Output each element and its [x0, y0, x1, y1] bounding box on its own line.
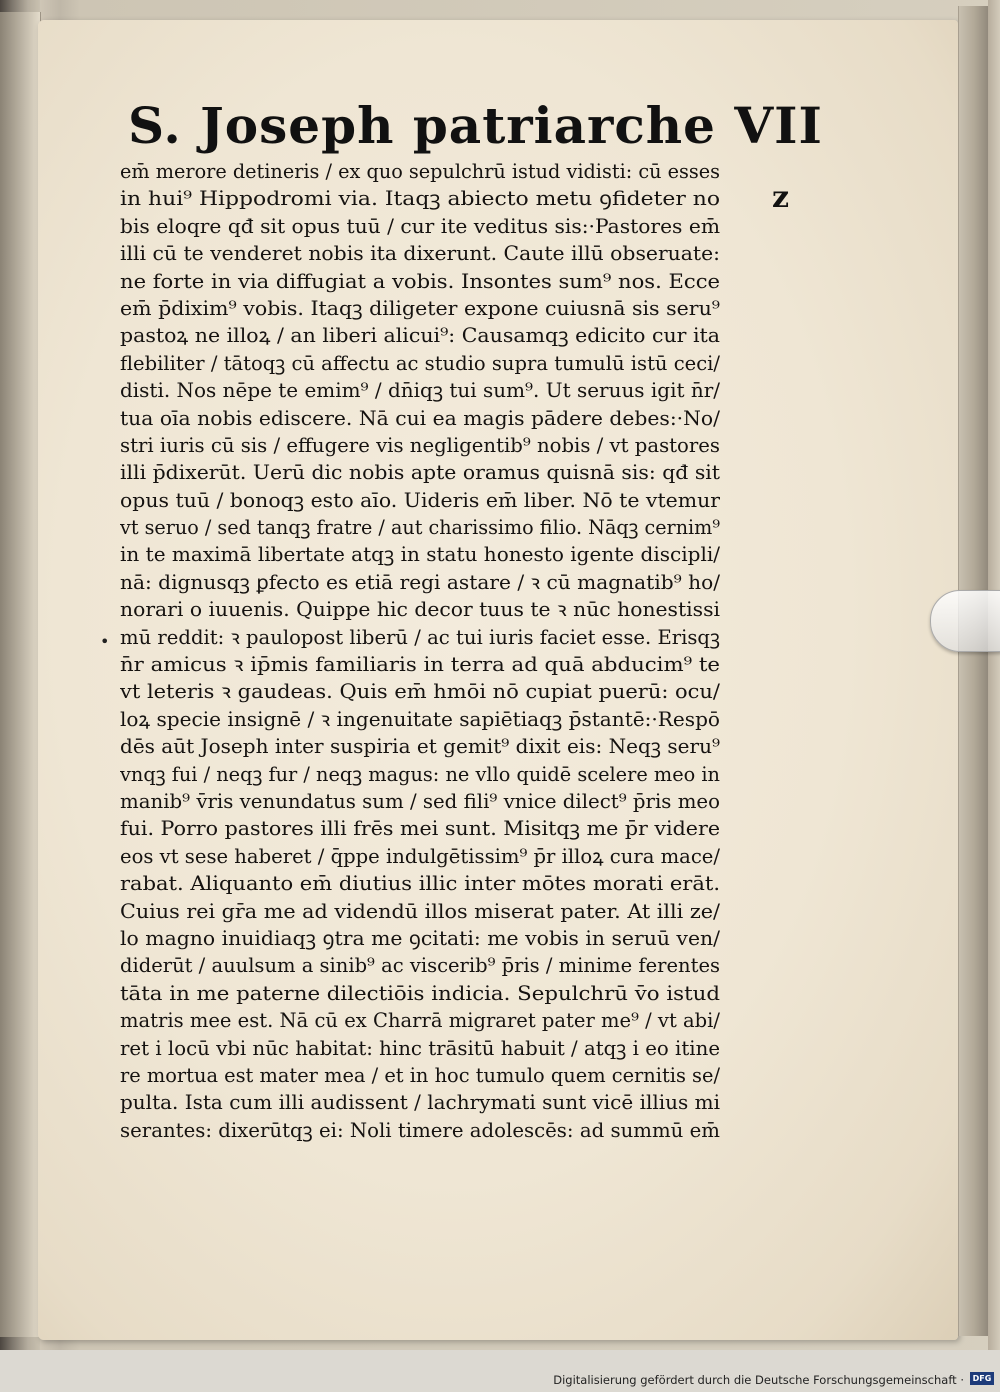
- text-line: stri iuris cū sis / effugere vis negligentib⁹ nobis / vt pastores: [120, 433, 720, 457]
- dfg-logo: DFG: [970, 1372, 994, 1385]
- text-line: dēs aūt Joseph inter suspiria et gemit⁹ dixit eis: Neqꝫ seru⁹: [120, 735, 720, 759]
- text-line: in te maximā libertate atqꝫ in statu honesto igente discipli/: [120, 543, 720, 567]
- text-line: diderūt / auulsum a sinib⁹ ac viscerib⁹ p̄ris / minime ferentes: [120, 954, 720, 978]
- text-line: vt seruo / sed tanqꝫ fratre / aut charissimo filio. Nāqꝫ cernim⁹: [120, 516, 720, 540]
- text-line: eos vt sese haberet / q̄ppe indulgētissim⁹ p̄r illoꝝ cura mace/: [120, 844, 720, 868]
- text-line: tua oīa nobis ediscere. Nā cui ea magis pādere debes:·No/: [120, 406, 720, 430]
- text-line: norari o iuuenis. Quippe hic decor tuus te ꝛ nūc honestissi: [120, 598, 720, 622]
- text-line: em̄ merore detineris / ex quo sepulchrū istud vidisti: cū esses: [120, 160, 720, 183]
- text-line: vt leteris ꝛ gaudeas. Quis em̄ hmōi nō cupiat puerū: ocu/: [120, 680, 720, 704]
- text-line: illi cū te venderet nobis ita dixerunt. Caute illū obseruate:: [120, 242, 720, 266]
- text-line: ret i locū vbi nūc habitat: hinc trāsitū habuit / atqꝫ i eo itine: [120, 1036, 720, 1060]
- footer-credit: Digitalisierung gefördert durch die Deutsche Forschungsgemeinschaft ·: [553, 1373, 964, 1387]
- text-line: rabat. Aliquanto em̄ diutius illic inter mōtes morati erāt.: [120, 872, 720, 896]
- text-line: nā: dignusqꝫ ꝑfecto es etiā regi astare / ꝛ cū magnatib⁹ ho/: [120, 570, 720, 594]
- text-line: matris mee est. Nā cū ex Charrā migraret pater me⁹ / vt abi/: [120, 1009, 720, 1033]
- page-clip: [930, 590, 1000, 652]
- text-line: in hui⁹ Hippodromi via. Itaqꝫ abiecto metu ꝯfideter no: [120, 187, 720, 211]
- text-line: fui. Porro pastores illi frēs mei sunt. Misitqꝫ me p̄r videre: [120, 817, 720, 841]
- text-line: tāta in me paterne dilectiōis indicia. Sepulchrū v̄o istud: [120, 981, 720, 1005]
- text-line: vnqꝫ fui / neqꝫ fur / neqꝫ magus: ne vllo quidē scelere meo in: [120, 762, 720, 786]
- text-line: illi p̄dixerūt. Uerū dic nobis apte oramus quisnā sis: qđ sit: [120, 461, 720, 485]
- cover-edge: [988, 0, 1000, 1350]
- margin-mark: •: [100, 632, 110, 651]
- text-line: serantes: dixerūtqꝫ ei: Noli timere adolescēs: ad summū em̄: [120, 1118, 720, 1142]
- text-line: manib⁹ v̄ris venundatus sum / sed fili⁹ vnice dilect⁹ p̄ris meo: [120, 789, 720, 813]
- text-line: ne forte in via diffugiat a vobis. Insontes sum⁹ nos. Ecce: [120, 269, 720, 293]
- text-line: loꝝ specie insignē / ꝛ ingenuitate sapiētiaqꝫ p̄stantē:·Respō: [120, 707, 720, 731]
- body-text: [120, 158, 720, 1144]
- page-edges: [958, 6, 989, 1336]
- text-line: flebiliter / tātoqꝫ cū affectu ac studio supra tumulū istū ceci/: [120, 351, 720, 375]
- running-heading: S. Joseph patriarche VII: [128, 96, 823, 155]
- facing-page-edge: [0, 12, 41, 1337]
- text-line: pastoꝝ ne illoꝝ / an liberi alicui⁹: Causamqꝫ edicito cur ita: [120, 324, 720, 348]
- text-line: bis eloqre qđ sit opus tuū / cur ite veditus sis:·Pastores em̄: [120, 214, 720, 238]
- signature-mark: z: [772, 180, 790, 215]
- text-line: Cuius rei gr̄a me ad videndū illos miserat pater. At illi ze/: [120, 899, 720, 923]
- text-line: disti. Nos nēpe te emim⁹ / dn̄iqꝫ tui sum⁹. Ut seruus igit n̄r/: [120, 379, 720, 403]
- text-line: lo magno inuidiaqꝫ ꝯtra me ꝯcitati: me vobis in seruū ven/: [120, 926, 720, 950]
- text-line: re mortua est mater mea / et in hoc tumulo quem cernitis se/: [120, 1063, 720, 1087]
- text-line: mū reddit: ꝛ paulopost liberū / ac tui iuris faciet esse. Erisqꝫ: [120, 625, 720, 649]
- text-line: em̄ p̄dixim⁹ vobis. Itaqꝫ diligeter expone cuiusnā sis seru⁹: [120, 296, 720, 320]
- text-line: n̄r amicus ꝛ ip̄mis familiaris in terra ad quā abducim⁹ te: [120, 653, 720, 677]
- text-line: opus tuū / bonoqꝫ esto aīo. Uideris em̄ liber. Nō te vtemur: [120, 488, 720, 512]
- text-line: pulta. Ista cum illi audissent / lachrymati sunt vicē illius mi: [120, 1091, 720, 1115]
